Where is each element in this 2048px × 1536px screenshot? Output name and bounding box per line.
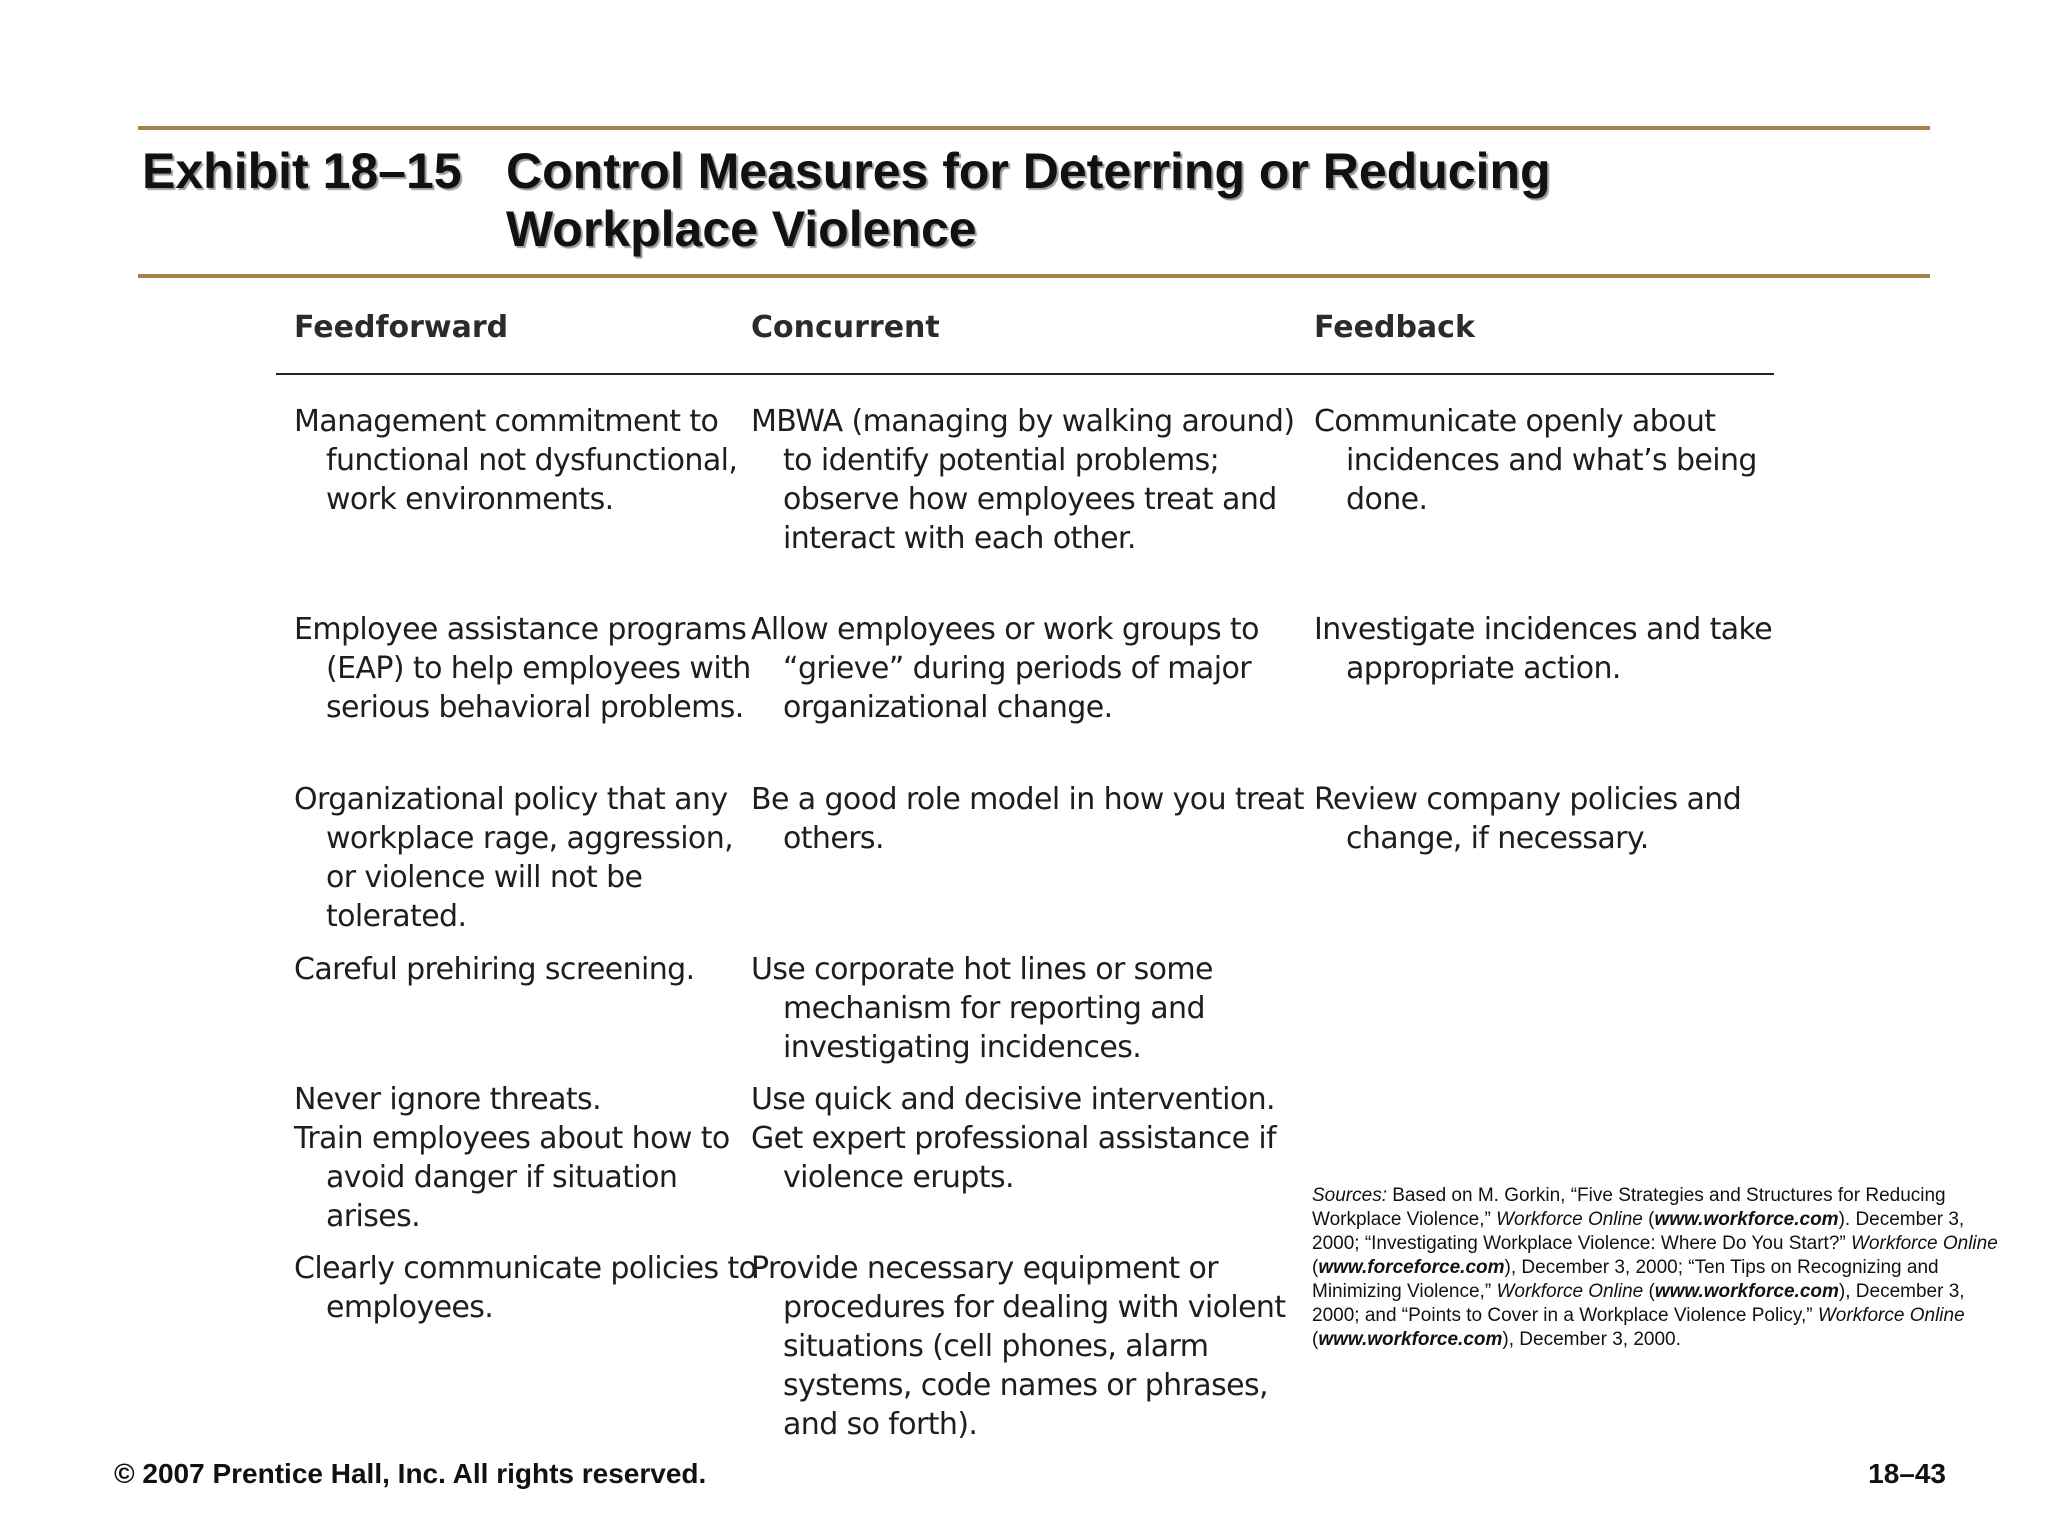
cell-feedback-1: Communicate openly about incidences and what’s being done. <box>1314 404 1757 517</box>
sources-label: Sources: <box>1312 1185 1387 1206</box>
cell-concurrent-2: Allow employees or work groups to “grieve” during periods of major organizational change. <box>751 612 1259 725</box>
cell-feedforward-1: Management commitment to functional not dysfunctional, work environments. <box>294 404 738 517</box>
cell-feedback-2: Investigate incidences and take appropriate action. <box>1314 612 1773 686</box>
sources-publication: Workforce Online <box>1851 1233 1998 1254</box>
cell-concurrent-5: Use quick and decisive intervention. <box>751 1082 1275 1117</box>
sources-url: www.forceforce.com <box>1318 1257 1505 1278</box>
header-rule <box>276 373 1774 375</box>
title-bottom-rule <box>138 274 1930 278</box>
page-number: 18–43 <box>1868 1458 1946 1489</box>
cell-feedback-3: Review company policies and change, if necessary. <box>1314 782 1742 856</box>
cell-concurrent-3: Be a good role model in how you treat others. <box>751 782 1304 856</box>
top-rule <box>138 126 1930 130</box>
sources-text: ( <box>1312 1257 1319 1278</box>
copyright-notice: © 2007 Prentice Hall, Inc. All rights reserved. <box>114 1458 707 1489</box>
cell-feedforward-7: Clearly communicate policies to employees. <box>294 1251 757 1325</box>
sources-text: ). December 3, 2000; “Investigating Workplace Violence: Where Do You Start?” <box>1312 1209 1965 1254</box>
cell-concurrent-4: Use corporate hot lines or some mechanism for reporting and investigating incidences. <box>751 952 1213 1065</box>
cell-concurrent-7: Provide necessary equipment or procedures for dealing with violent situations (cell phones, alarm systems, code names or phrases, and so forth). <box>751 1251 1286 1442</box>
sources-publication: Workforce Online <box>1817 1305 1965 1326</box>
sources-publication: Workforce Online <box>1496 1281 1644 1302</box>
cell-concurrent-6: Get expert professional assistance if violence erupts. <box>751 1121 1277 1195</box>
column-header-feedforward: Feedforward <box>294 310 509 345</box>
sources-url: www.workforce.com <box>1654 1209 1839 1230</box>
cell-feedforward-5: Never ignore threats. <box>294 1082 602 1117</box>
exhibit-number: Exhibit 18–15 <box>142 143 462 199</box>
sources-text: ( <box>1643 1281 1655 1302</box>
cell-feedforward-6: Train employees about how to avoid danger if situation arises. <box>294 1121 730 1234</box>
sources-text: Based on M. Gorkin, “Five Strategies and Structures for Reducing Workplace Violence,” <box>1312 1185 1946 1230</box>
cell-feedforward-2: Employee assistance programs (EAP) to help employees with serious behavioral problems. <box>294 612 751 725</box>
exhibit-title-text: Control Measures for Deterring or Reducing Workplace Violence <box>506 143 1551 257</box>
cell-feedforward-4: Careful prehiring screening. <box>294 952 695 987</box>
sources-text: ( <box>1642 1209 1655 1230</box>
sources-text: ), December 3, 2000. <box>1502 1329 1681 1350</box>
sources-text: ( <box>1312 1329 1319 1350</box>
cell-concurrent-1: MBWA (managing by walking around) to identify potential problems; observe how employees treat and interact with each other. <box>751 404 1295 556</box>
sources-publication: Workforce Online <box>1496 1209 1643 1230</box>
sources-url: www.workforce.com <box>1654 1281 1839 1302</box>
column-header-concurrent: Concurrent <box>751 310 940 345</box>
sources-url: www.workforce.com <box>1318 1329 1503 1350</box>
column-header-feedback: Feedback <box>1314 310 1475 345</box>
sources-note <box>1312 1184 2002 1352</box>
sources-text: ), December 3, 2000; and “Points to Cover in a Workplace Violence Policy,” <box>1312 1281 1965 1326</box>
cell-feedforward-3: Organizational policy that any workplace rage, aggression, or violence will not be tolerated. <box>294 782 734 934</box>
sources-text: ), December 3, 2000; “Ten Tips on Recognizing and Minimizing Violence,” <box>1312 1257 1939 1302</box>
